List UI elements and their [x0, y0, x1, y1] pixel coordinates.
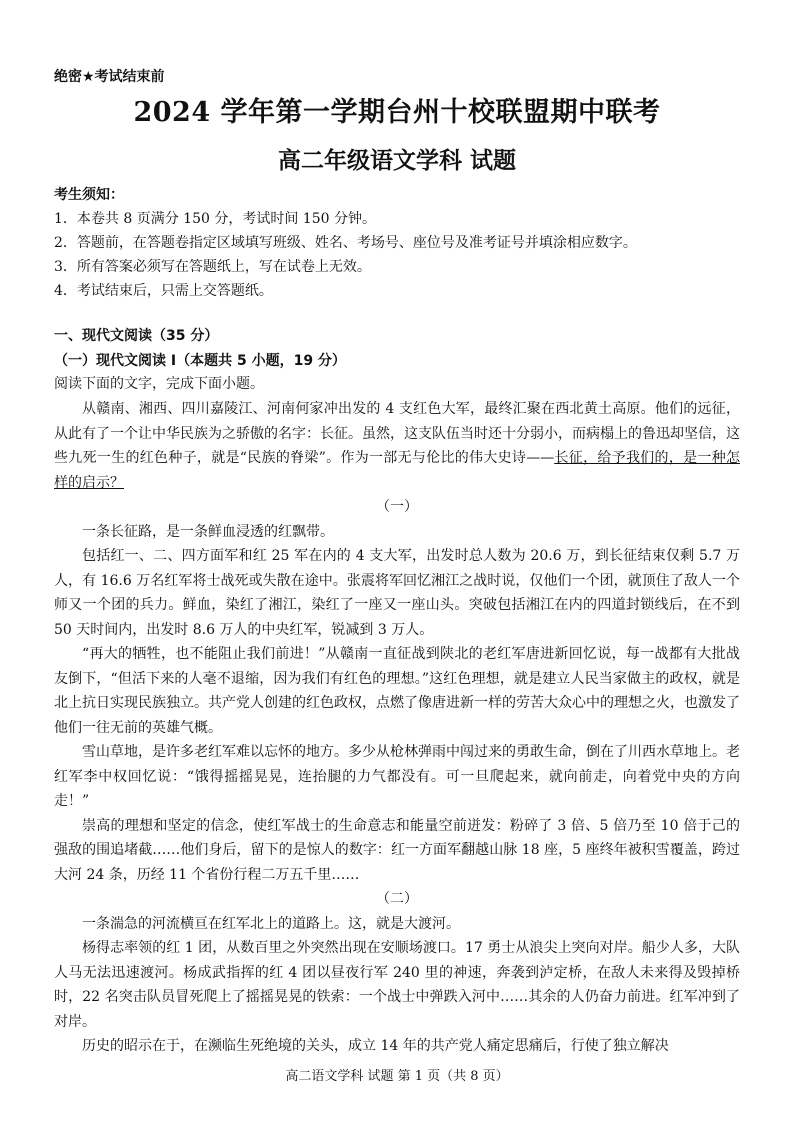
notice-item-2: 2．答题前，在答题卷指定区域填写班级、姓名、考场号、座位号及准考证号并填涂相应数字。	[54, 235, 637, 251]
paragraph-2: 包括红一、二、四方面军和红 25 军在内的 4 支大军，出发时总人数为 20.6 万，到长征结束仅剩 5.7 万人，有 16.6 万名红军将士战死或失散在途中。张震将军回忆湘江之战时说，仅他们一个团，就顶住了敌人一个师又一个团的兵力。鲜血，染红了湘江，染红了一座又一座山头。突破包括湘江在内的四道封锁线后，在不到 50 天时间内，出发时 8.6 万人的中央红军，锐减到 3 万人。	[54, 548, 740, 638]
part-marker-1: （一）	[376, 499, 418, 515]
notice-item-4: 4．考试结束后，只需上交答题纸。	[54, 283, 273, 299]
paragraph-7: 杨得志率领的红 1 团，从数百里之外突然出现在安顺场渡口。17 勇士从浪尖上突向对岸。船少人多，大队人马无法迅速渡河。杨成武指挥的红 4 团以昼夜行军 240 里的神速，奔袭到泸定桥，在敌人未来得及毁掉桥时，22 名突击队员冒死爬上了摇摇晃晃的铁索：一个战士中弹跌入河中……其余的人仍奋力前进。红军冲到了对岸。	[54, 940, 740, 1030]
page-footer: 高二语文学科 试题 第 1 页（共 8 页）	[285, 1069, 509, 1084]
exam-title: 2024 学年第一学期台州十校联盟期中联考	[133, 97, 661, 128]
paragraph-1: 一条长征路，是一条鲜血浸透的红飘带。	[82, 523, 334, 540]
paragraph-6: 一条湍急的河流横亘在红军北上的道路上。这，就是大渡河。	[82, 915, 460, 932]
subsection-heading: （一）现代文阅读 I（本题共 5 小题，19 分）	[54, 353, 346, 369]
exam-subtitle: 高二年级语文学科 试题	[277, 147, 516, 174]
section-heading: 一、现代文阅读（35 分）	[54, 328, 219, 344]
paragraph-5: 崇高的理想和坚定的信念，使红军战士的生命意志和能量空前迸发：粉碎了 3 倍、5 倍乃至 10 倍于己的强敌的围追堵截……他们身后，留下的是惊人的数字：红一方面军翻越山脉 18 座，5 座终年被积雪覆盖，跨过大河 24 条，历经 11 个省份行程二万五千里……	[54, 817, 740, 883]
paragraph-8: 历史的昭示在于，在濒临生死绝境的关头，成立 14 年的共产党人痛定思痛后，行使了独立解决	[82, 1038, 669, 1054]
passage-intro-text: 从赣南、湘西、四川嘉陵江、河南何家冲出发的 4 支红色大军，最终汇聚在西北黄土高原。他们的远征，从此有了一个让中华民族为之骄傲的名字：长征。虽然，这支队伍当时还十分弱小，而病榻上的鲁迅却坚信，这些九死一生的红色种子，就是“民族的脊梁”。作为一部无与伦比的伟大史诗——	[54, 401, 740, 466]
part-marker-2: （二）	[376, 891, 418, 907]
passage-intro-question: 长征，给予我们的，是一种怎样的启示？	[54, 450, 741, 491]
notice-heading: 考生须知：	[54, 187, 124, 203]
paragraph-4: 雪山草地，是许多老红军难以忘怀的地方。多少从枪林弹雨中闯过来的勇敢生命，倒在了川西水草地上。老红军李中权回忆说：“饿得摇摇晃晃，连抬腿的力气都没有。可一旦爬起来，就向前走，向着党中央的方向走！”	[54, 744, 740, 809]
reading-instruction: 阅读下面的文字，完成下面小题。	[54, 376, 264, 392]
reading-passage	[54, 397, 740, 1059]
notice-item-1: 1．本卷共 8 页满分 150 分，考试时间 150 分钟。	[54, 211, 376, 227]
notice-item-3: 3．所有答案必须写在答题纸上，写在试卷上无效。	[54, 259, 371, 275]
paragraph-3: “再大的牺牲，也不能阻止我们前进！”从赣南一直征战到陕北的老红军唐进新回忆说，每一战都有大批战友倒下，“但活下来的人毫不退缩，因为我们有红色的理想。”这红色理想，就是建立人民当家做主的政权，就是北上抗日实现民族独立。共产党人创建的红色政权，点燃了像唐进新一样的劳苦大众心中的理想之火，也激发了他们一往无前的英雄气概。	[54, 646, 740, 736]
confidential-label: 绝密★考试结束前	[54, 69, 165, 85]
passage-intro	[54, 397, 740, 495]
